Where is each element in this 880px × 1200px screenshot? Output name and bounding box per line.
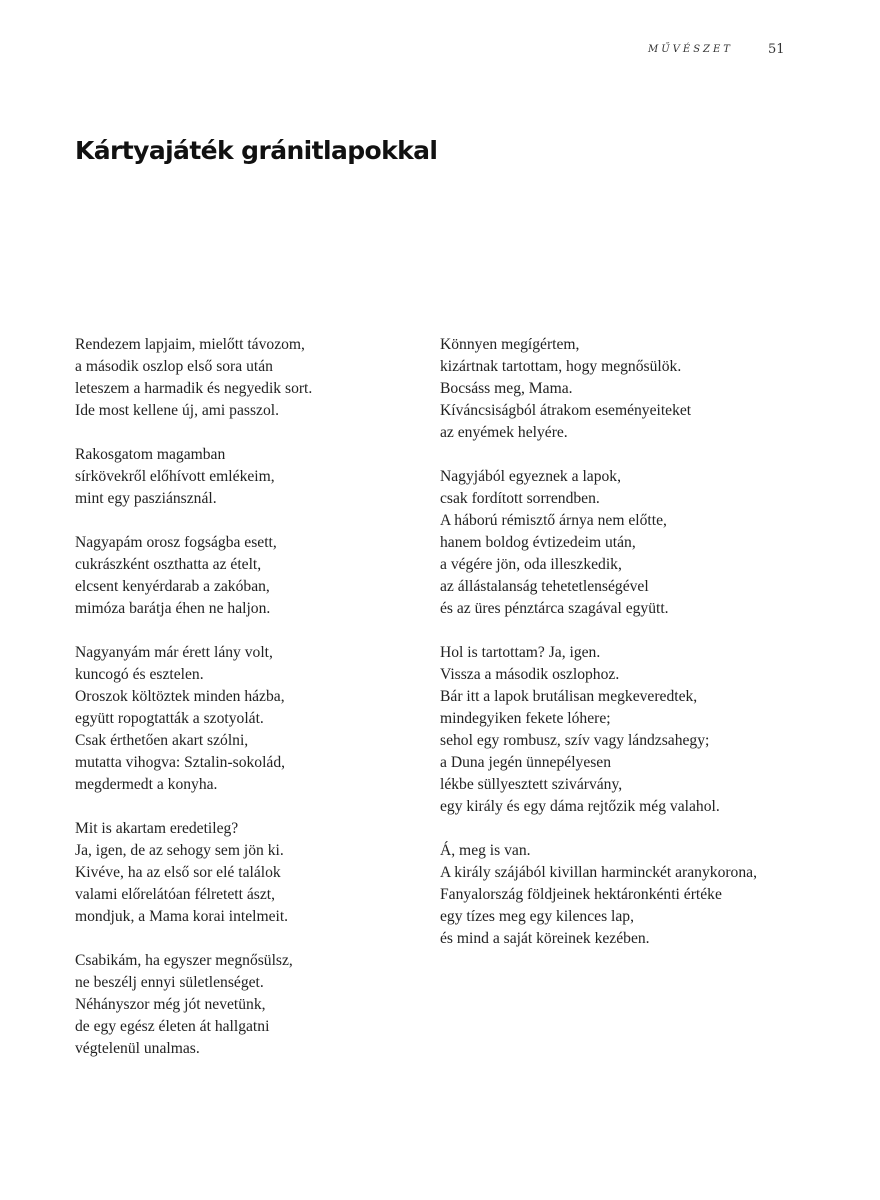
poem-line: végtelenül unalmas. bbox=[75, 1040, 200, 1057]
poem-line: elcsent kenyérdarab a zakóban, bbox=[75, 578, 270, 595]
poem-line: Nagyanyám már érett lány volt, bbox=[75, 644, 273, 661]
stanza bbox=[440, 334, 757, 444]
poem-line: leteszem a harmadik és negyedik sort. bbox=[75, 380, 313, 397]
poem-line: Ide most kellene új, ami passzol. bbox=[75, 402, 279, 419]
poem-line: cukrászként oszthatta az ételt, bbox=[75, 556, 262, 573]
poem-line: kuncogó és esztelen. bbox=[75, 666, 204, 683]
poem-line: Mit is akartam eredetileg? bbox=[75, 820, 239, 837]
poem-line: Kivéve, ha az első sor elé találok bbox=[75, 864, 281, 881]
poem-line: Nagyapám orosz fogságba esett, bbox=[75, 534, 277, 551]
poem-line: egy tízes meg egy kilences lap, bbox=[440, 908, 634, 925]
poem-line: megdermedt a konyha. bbox=[75, 776, 218, 793]
poem-column-right bbox=[440, 334, 757, 972]
poem-line: Néhányszor még jót nevetünk, bbox=[75, 996, 266, 1013]
poem-line: Vissza a második oszlophoz. bbox=[440, 666, 620, 683]
stanza bbox=[75, 642, 312, 796]
poem-line: Rakosgatom magamban bbox=[75, 446, 226, 463]
poem-line: együtt ropogtatták a szotyolát. bbox=[75, 710, 264, 727]
stanza bbox=[75, 818, 312, 928]
section-name: MŰVÉSZET bbox=[648, 44, 733, 55]
stanza bbox=[75, 334, 312, 422]
poem-title: Kártyajáték gránitlapokkal bbox=[75, 136, 438, 165]
poem-line: és mind a saját köreinek kezében. bbox=[440, 930, 650, 947]
poem-line: sehol egy rombusz, szív vagy lándzsahegy; bbox=[440, 732, 710, 749]
poem-line: Fanyalország földjeinek hektáronkénti értéke bbox=[440, 886, 722, 903]
stanza bbox=[75, 444, 312, 510]
poem-line: mutatta vihogva: Sztalin-sokolád, bbox=[75, 754, 286, 771]
poem-line: ne beszélj ennyi sületlenséget. bbox=[75, 974, 264, 991]
poem-line: Ja, igen, de az sehogy sem jön ki. bbox=[75, 842, 284, 859]
poem-line: Á, meg is van. bbox=[440, 842, 531, 859]
poem-line: és az üres pénztárca szagával együtt. bbox=[440, 600, 669, 617]
poem-line: Csak érthetően akart szólni, bbox=[75, 732, 249, 749]
poem-line: lékbe süllyesztett szivárvány, bbox=[440, 776, 623, 793]
poem-line: Csabikám, ha egyszer megnősülsz, bbox=[75, 952, 293, 969]
poem-line: Bocsáss meg, Mama. bbox=[440, 380, 573, 397]
poem-line: az enyémek helyére. bbox=[440, 424, 568, 441]
poem-line: valami előrelátóan félretett ászt, bbox=[75, 886, 276, 903]
stanza bbox=[440, 840, 757, 950]
poem-line: az állástalanság tehetetlenségével bbox=[440, 578, 649, 595]
poem-line: a Duna jegén ünnepélyesen bbox=[440, 754, 612, 771]
poem-line: egy király és egy dáma rejtőzik még valahol. bbox=[440, 798, 720, 815]
poem-line: A háború rémisztő árnya nem előtte, bbox=[440, 512, 667, 529]
page-number: 51 bbox=[768, 42, 785, 57]
poem-line: Bár itt a lapok brutálisan megkeveredtek, bbox=[440, 688, 698, 705]
poem-line: Rendezem lapjaim, mielőtt távozom, bbox=[75, 336, 305, 353]
poem-column-left bbox=[75, 334, 312, 1082]
poem-line: hanem boldog évtizedeim után, bbox=[440, 534, 636, 551]
stanza bbox=[440, 642, 757, 818]
poem-line: Könnyen megígértem, bbox=[440, 336, 580, 353]
poem-line: Hol is tartottam? Ja, igen. bbox=[440, 644, 601, 661]
poem-line: a végére jön, oda illeszkedik, bbox=[440, 556, 622, 573]
poem-line: sírkövekről előhívott emlékeim, bbox=[75, 468, 275, 485]
poem-line: Oroszok költöztek minden házba, bbox=[75, 688, 285, 705]
poem-line: mimóza barátja éhen ne haljon. bbox=[75, 600, 271, 617]
stanza bbox=[75, 950, 312, 1060]
stanza bbox=[440, 466, 757, 620]
poem-line: a második oszlop első sora után bbox=[75, 358, 273, 375]
poem-line: kizártnak tartottam, hogy megnősülök. bbox=[440, 358, 682, 375]
poem-line: mint egy pasziánsznál. bbox=[75, 490, 217, 507]
poem-line: mindegyiken fekete lóhere; bbox=[440, 710, 611, 727]
poem-line: A király szájából kivillan harminckét aranykorona, bbox=[440, 864, 757, 881]
stanza bbox=[75, 532, 312, 620]
poem-line: Kíváncsiságból átrakom eseményeiteket bbox=[440, 402, 692, 419]
running-header bbox=[648, 44, 733, 55]
poem-line: mondjuk, a Mama korai intelmeit. bbox=[75, 908, 289, 925]
poem-line: de egy egész életen át hallgatni bbox=[75, 1018, 270, 1035]
poem-line: csak fordított sorrendben. bbox=[440, 490, 600, 507]
poem-line: Nagyjából egyeznek a lapok, bbox=[440, 468, 621, 485]
